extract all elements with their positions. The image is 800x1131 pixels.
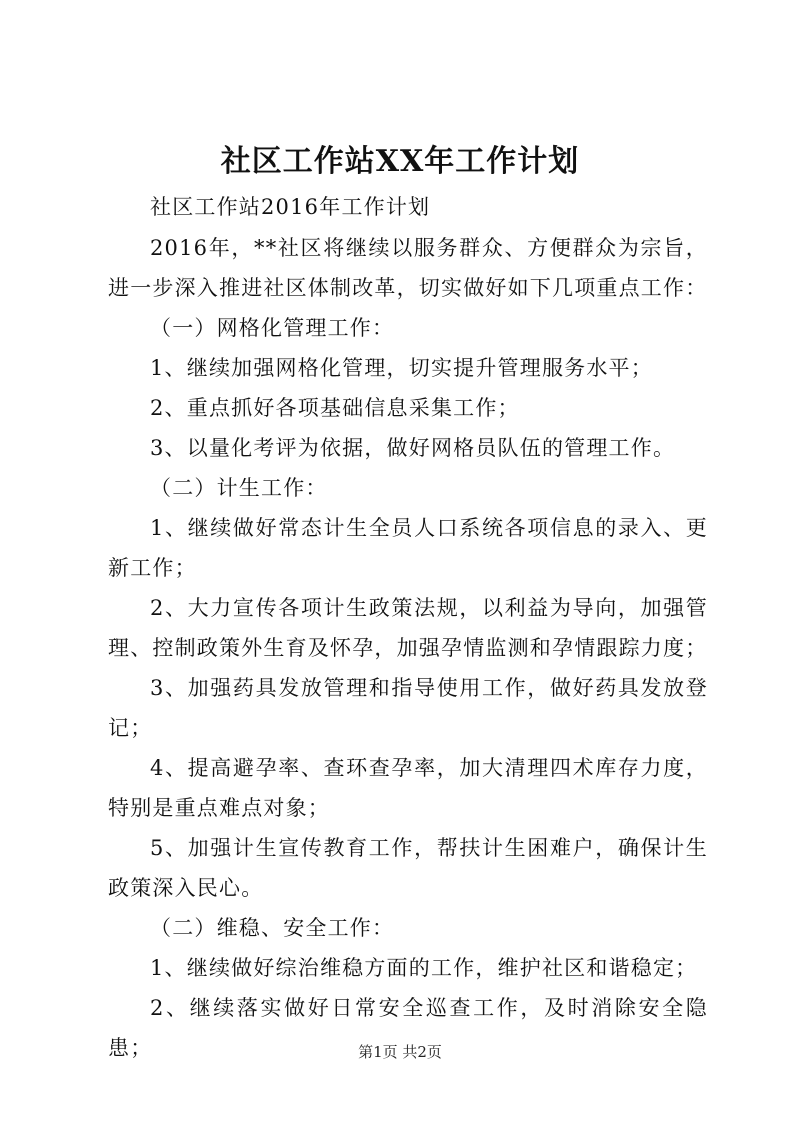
list-item: 1、继续做好综治维稳方面的工作，维护社区和谐稳定； [150,956,698,980]
section-heading-grid-management: （一）网格化管理工作： [150,316,395,340]
list-item: 1、继续做好常态计生全员人口系统各项信息的录入、更新工作； [108,516,708,580]
list-item: 5、加强计生宣传教育工作，帮扶计生困难户，确保计生政策深入民心。 [108,836,708,900]
list-item: 4、提高避孕率、查环查孕率，加大清理四术库存力度，特别是重点难点对象； [108,756,708,820]
document-title: 社区工作站XX年工作计划 [220,144,580,179]
list-item: 3、以量化考评为依据，做好网格员队伍的管理工作。 [150,436,676,460]
list-item: 3、加强药具发放管理和指导使用工作，做好药具发放登记； [108,676,708,740]
paragraph-intro: 2016年，**社区将继续以服务群众、方便群众为宗旨，进一步深入推进社区体制改革，切实做好如下几项重点工作： [108,236,708,300]
document-body [108,186,708,1068]
list-item: 2、重点抓好各项基础信息采集工作； [150,396,520,420]
list-item: 2、继续落实做好日常安全巡查工作，及时消除安全隐患； [108,996,708,1060]
page-number-footer: 第1页 共2页 [358,1043,442,1061]
list-item: 1、继续加强网格化管理，切实提升管理服务水平； [150,356,653,380]
section-heading-family-planning: （二）计生工作： [150,476,328,500]
section-heading-stability-safety: （二）维稳、安全工作： [150,916,395,940]
paragraph-subtitle: 社区工作站2016年工作计划 [150,195,431,219]
list-item: 2、大力宣传各项计生政策法规，以利益为导向，加强管理、控制政策外生育及怀孕，加强孕情监测和孕情跟踪力度； [108,596,708,660]
